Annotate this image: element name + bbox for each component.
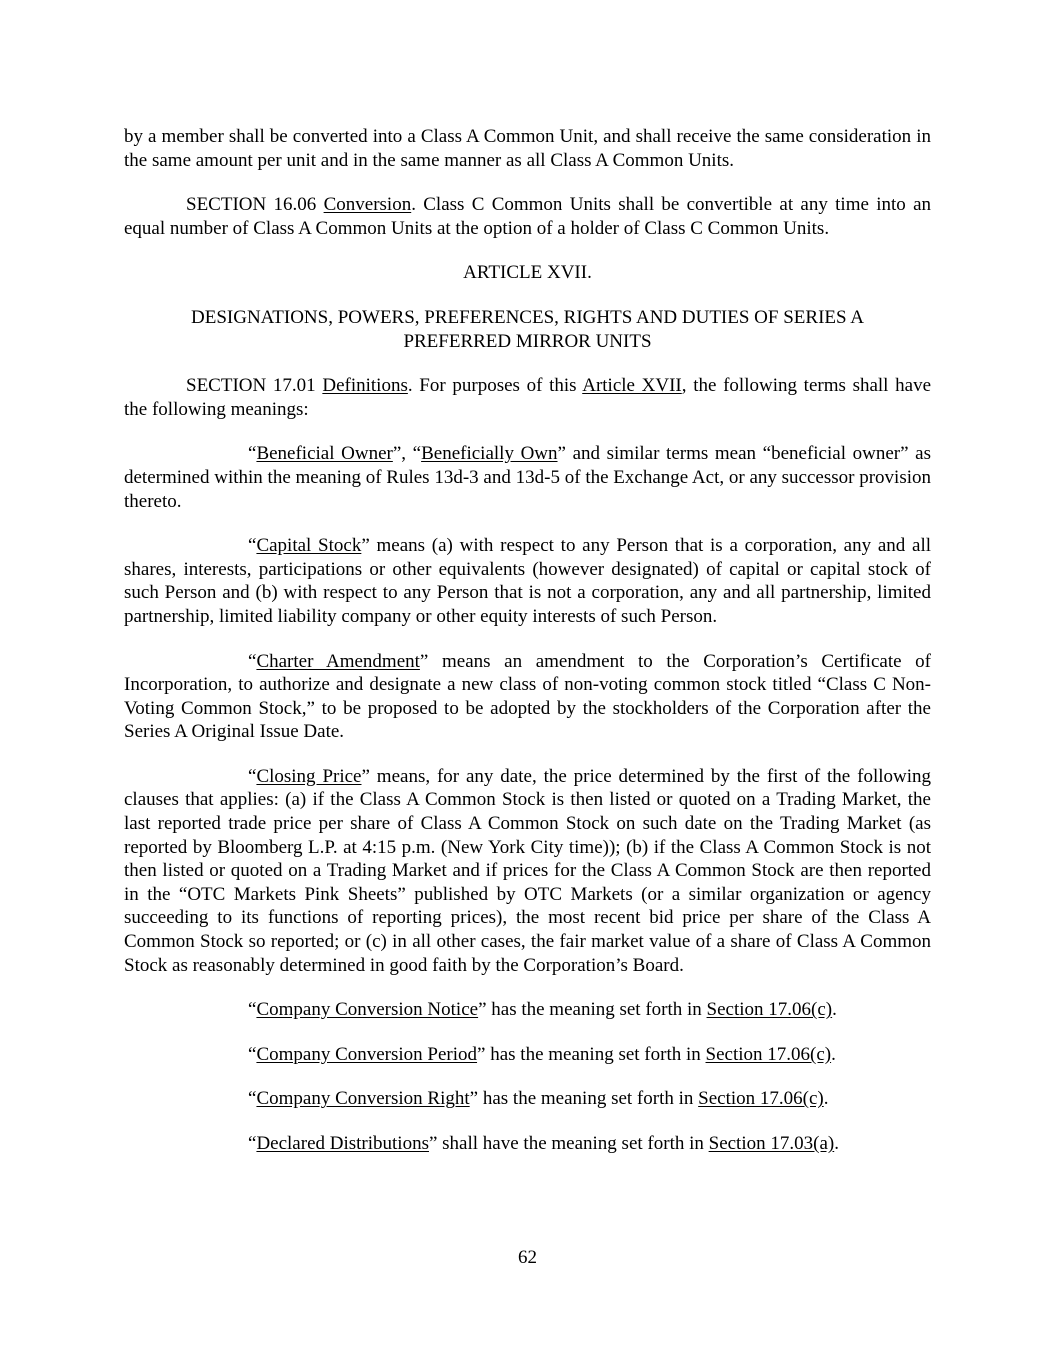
definition-declared-distributions: “Declared Distributions” shall have the meaning set forth in Section 17.03(a). xyxy=(248,1133,839,1154)
definition-text: ” means an amendment to the Corporation’s Certificate of Incorporation, to authorize and designate a new class of non-voting common stock titled “Class C Non-Voting Common Stock,” to be proposed to be adopted by the stockholders of the Corporation after the Series A Original Issue Date. xyxy=(124,650,931,743)
section-17-01 xyxy=(124,374,931,421)
term-beneficially-own: Beneficially Own xyxy=(421,443,558,465)
definition-company-conversion-notice: “Company Conversion Notice” has the meaning set forth in Section 17.06(c). xyxy=(248,999,837,1021)
term-beneficial-owner: Beneficial Owner xyxy=(256,443,393,465)
article-number: ARTICLE XVII. xyxy=(463,262,592,284)
continuation-paragraph: by a member shall be converted into a Class A Common Unit, and shall receive the same consideration in the same amount per unit and in the same manner as all Class A Common Units. xyxy=(124,126,931,171)
article-title-line2: PREFERRED MIRROR UNITS xyxy=(403,330,652,352)
definition-text: ” has the meaning set forth in xyxy=(469,1088,699,1110)
definition-text: ” has the meaning set forth in xyxy=(477,1043,706,1065)
definition-closing-price: “Closing Price” means, for any date, the price determined by the first of the following clauses that applies: (a) if the Class A Common Stock is then listed or quoted on a Trading Market, the last reported trade price per share of Class A Common Stock on such date on the Trading Market (as reported by Bloomberg L.P. at 4:15 p.m. (New York City time)); (b) if the Class A Common Stock is not then listed or quoted on a Trading Market and if prices for the Class A Common Stock are then reported in the “OTC Markets Pink Sheets” published by OTC Markets (or a similar organization or agency succeeding to its functions of reporting prices), the most recent bid price per share of the Class A Common Stock so reported; or (c) in all other cases, the fair market value of a share of Class A Common Stock as reasonably determined in good faith by the Corporation’s Board. xyxy=(124,765,931,976)
term-capital-stock: Capital Stock xyxy=(256,535,362,557)
term-company-conversion-right: Company Conversion Right xyxy=(256,1088,470,1110)
definition-text: ” has the meaning set forth in xyxy=(478,999,707,1021)
section-17-01-heading: Definitions xyxy=(322,375,408,397)
definition-beneficial-owner: “Beneficial Owner”, “Beneficially Own” and similar terms mean “beneficial owner” as determined within the meaning of Rules 13d-3 and 13d-5 of the Exchange Act, or any successor provision thereto. xyxy=(124,443,931,512)
definition-text: ” and similar terms mean “beneficial owner” as determined within the meaning of Rules 13d-3 and 13d-5 of the Exchange Act, or any successor provision thereto. xyxy=(124,443,931,512)
term-closing-price: Closing Price xyxy=(256,765,362,787)
section-17-06-c-link[interactable]: Section 17.06(c) xyxy=(706,999,833,1021)
definition-text: ” means (a) with respect to any Person that is a corporation, any and all shares, interests, participations or other equivalents (however designated) of capital or capital stock of such Person and (b) with respect to any Person that is not a corporation, any and all partnership, limited partnership, limited liability company or other equity interests of such Person. xyxy=(124,535,932,627)
definition-company-conversion-right: “Company Conversion Right” has the meaning set forth in Section 17.06(c). xyxy=(248,1088,829,1110)
definition-charter-amendment: “Charter Amendment” means an amendment to the Corporation’s Certificate of Incorporation, to authorize and designate a new class of non-voting common stock titled “Class C Non-Voting Common Stock,” to be proposed to be adopted by the stockholders of the Corporation after the Series A Original Issue Date. xyxy=(124,650,931,743)
term-declared-distributions: Declared Distributions xyxy=(256,1133,429,1154)
article-title-line1: DESIGNATIONS, POWERS, PREFERENCES, RIGHTS AND DUTIES OF SERIES A xyxy=(191,306,864,328)
section-16-06-heading: Conversion xyxy=(323,194,412,216)
definition-company-conversion-period: “Company Conversion Period” has the meaning set forth in Section 17.06(c). xyxy=(248,1043,836,1065)
section-17-01-text-b: , the following terms shall have the following meanings: xyxy=(124,375,932,420)
definition-text: ” shall have the meaning set forth in xyxy=(428,1133,709,1154)
article-title xyxy=(124,306,931,353)
document-page xyxy=(124,125,931,1156)
section-17-06-c-link[interactable]: Section 17.06(c) xyxy=(705,1043,832,1065)
section-16-06 xyxy=(124,193,931,240)
term-charter-amendment: Charter Amendment xyxy=(256,650,420,672)
article-xvii-link[interactable]: Article XVII xyxy=(582,375,682,397)
section-16-06-number: SECTION 16.06 xyxy=(186,194,317,216)
definition-text: ” means, for any date, the price determined by the first of the following clauses that applies: (a) if the Class A Common Stock is then listed or quoted on a Trading Market, the last reported trade price per share of Class A Common Stock on such date on the Trading Market (as reported by Bloomberg L.P. at 4:15 p.m. (New York City time)); (b) if the Class A Common Stock is not then listed or quoted on a Trading Market and if prices for the Class A Common Stock are then reported in the “OTC Markets Pink Sheets” published by OTC Markets (or a similar organization or agency succeeding to its functions of reporting prices), the most recent bid price per share of the Class A Common Stock so reported; or (c) in all other cases, the fair market value of a share of Class A Common Stock as reasonably determined in good faith by the Corporation’s Board. xyxy=(124,765,931,976)
page-number: 62 xyxy=(518,1247,537,1268)
section-16-06-text: . Class C Common Units shall be convertible at any time into an equal number of Class A Common Units at the option of a holder of Class C Common Units. xyxy=(124,194,932,239)
term-company-conversion-notice: Company Conversion Notice xyxy=(256,999,479,1021)
section-17-01-number: SECTION 17.01 xyxy=(186,375,316,397)
term-company-conversion-period: Company Conversion Period xyxy=(256,1043,478,1065)
section-17-06-c-link[interactable]: Section 17.06(c) xyxy=(698,1088,824,1110)
definition-capital-stock: “Capital Stock” means (a) with respect to any Person that is a corporation, any and all shares, interests, participations or other equivalents (however designated) of capital or capital stock of such Person and (b) with respect to any Person that is not a corporation, any and all partnership, limited partnership, limited liability company or other equity interests of such Person. xyxy=(124,535,932,627)
definition-separator: ”, “ xyxy=(392,443,422,465)
section-17-01-text-a: . For purposes of this xyxy=(407,375,583,397)
section-17-03-a-link[interactable]: Section 17.03(a) xyxy=(708,1133,835,1154)
